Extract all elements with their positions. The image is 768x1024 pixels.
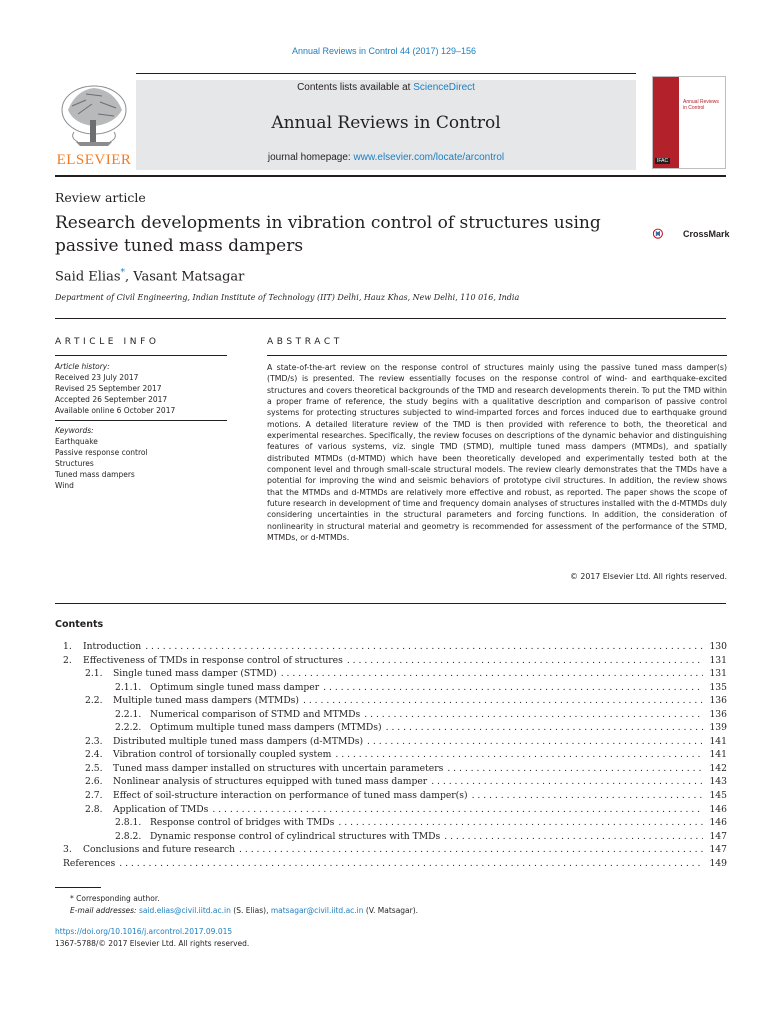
toc-entry-title[interactable]: Single tuned mass damper (STMD) xyxy=(113,668,277,680)
toc-entry-title[interactable]: Multiple tuned mass dampers (MTMDs) xyxy=(113,695,299,707)
footnote-mark: * xyxy=(70,894,74,903)
cover-badge: IFAC xyxy=(657,158,669,164)
corresponding-footnote xyxy=(55,893,418,905)
toc-entry-page[interactable]: 149 xyxy=(709,857,727,869)
contents-prefix: Contents lists available at xyxy=(297,82,414,93)
toc-entry-number: 2.2. xyxy=(85,695,103,707)
toc-leader-dots xyxy=(444,830,703,844)
toc-entry-page[interactable]: 147 xyxy=(709,830,727,842)
masthead-bottom-rule xyxy=(55,175,726,177)
crossmark-icon[interactable] xyxy=(653,220,681,248)
toc-entry[interactable] xyxy=(55,735,727,749)
toc-entry-title[interactable]: Distributed multiple tuned mass dampers (d-MTMDs) xyxy=(113,735,364,747)
abstract-copyright: © 2017 Elsevier Ltd. All rights reserved. xyxy=(570,572,727,581)
corresponding-author-mark[interactable]: * xyxy=(120,268,125,278)
email-link[interactable]: said.elias@civil.iitd.ac.in xyxy=(138,906,231,915)
doi-block xyxy=(55,926,249,950)
toc-entry-number: 1. xyxy=(63,641,72,652)
toc-entry-number: 2.4. xyxy=(85,749,103,761)
email-owner: (S. Elias), xyxy=(230,906,271,915)
toc-entry-page[interactable]: 139 xyxy=(709,722,727,734)
toc-entry[interactable] xyxy=(55,681,727,695)
toc-entry-number: 3. xyxy=(63,844,72,856)
keyword-item: Structures xyxy=(55,459,94,468)
toc-leader-dots xyxy=(145,640,703,654)
toc-entry[interactable] xyxy=(55,721,727,735)
toc-entry-page[interactable]: 131 xyxy=(709,668,727,680)
toc-entry-page[interactable]: 146 xyxy=(709,817,727,829)
toc-entry[interactable] xyxy=(55,667,727,681)
article-info-heading-rule xyxy=(55,355,227,356)
toc-entry-number: 2.3. xyxy=(85,735,103,747)
toc-entry-page[interactable]: 131 xyxy=(709,654,727,666)
toc-entry-number: 2. xyxy=(63,654,72,666)
toc-entry[interactable] xyxy=(55,843,727,857)
sciencedirect-link[interactable]: ScienceDirect xyxy=(413,82,475,93)
journal-citation[interactable]: Annual Reviews in Control 44 (2017) 129–156 xyxy=(291,46,477,56)
toc-entry-number: 2.8.2. xyxy=(115,830,142,842)
toc-entry-page[interactable]: 135 xyxy=(709,681,727,693)
toc-entry[interactable] xyxy=(55,816,727,830)
footnotes xyxy=(55,893,418,917)
toc-leader-dots xyxy=(239,843,703,857)
toc-leader-dots xyxy=(472,789,703,803)
toc-leader-dots xyxy=(367,735,703,749)
journal-name: Annual Reviews in Control xyxy=(271,113,501,133)
toc-leader-dots xyxy=(338,816,703,830)
toc-leader-dots xyxy=(347,654,703,668)
toc-entry-title[interactable]: References xyxy=(63,857,116,869)
history-item: Available online 6 October 2017 xyxy=(55,406,176,415)
cover-title: Annual Reviews in Control xyxy=(683,99,719,111)
toc-entry-title[interactable]: Introduction xyxy=(83,641,142,652)
article-info-heading: ARTICLE INFO xyxy=(55,337,160,347)
masthead-top-rule xyxy=(136,73,636,74)
corresponding-text: Corresponding author. xyxy=(76,894,160,903)
toc-entry-title[interactable]: Tuned mass damper installed on structures with uncertain parameters xyxy=(113,762,444,774)
toc-entry[interactable] xyxy=(55,640,727,654)
toc-entry-page[interactable]: 136 xyxy=(709,695,727,707)
contents-availability xyxy=(136,82,636,93)
toc-entry-number xyxy=(55,857,63,871)
toc-entry-number: 2.1. xyxy=(85,668,103,680)
toc-entry-title[interactable]: Numerical comparison of STMD and MTMDs xyxy=(150,708,361,720)
cover-spine xyxy=(653,77,679,168)
abstract-heading-rule xyxy=(267,355,727,356)
toc-entry-number: 2.8. xyxy=(85,803,103,815)
toc-leader-dots xyxy=(323,681,703,695)
homepage-prefix: journal homepage: xyxy=(267,152,354,163)
author-list xyxy=(55,268,244,284)
toc-entry-title[interactable]: Effect of soil-structure interaction on performance of tuned mass damper(s) xyxy=(113,790,468,802)
email-label: E-mail addresses: xyxy=(70,906,137,915)
toc-entry-number: 2.2.1. xyxy=(115,708,142,720)
toc-entry[interactable] xyxy=(55,857,727,871)
toc-leader-dots xyxy=(212,803,703,817)
toc-entry-title[interactable]: Optimum multiple tuned mass dampers (MTMDs) xyxy=(150,722,382,734)
toc-entry-number: 2.6. xyxy=(85,776,103,788)
toc-entry-title[interactable]: Conclusions and future research xyxy=(83,844,236,856)
history-item: Received 23 July 2017 xyxy=(55,373,139,382)
toc-entry-page[interactable]: 142 xyxy=(709,762,727,774)
abstract-text: A state-of-the-art review on the response control of structures mainly using the passive tuned mass damper(s) (TMD/s) is presented. The review essentially focuses on the response control of wind- and earthquake-excited structures and covers theoretical backgrounds of the TMD and research developments therein. To put the TMD within a proper frame of reference, the study begins with a qualitative description and comparison of passive control systems for protecting structures subjected to wind-imparted forces and forces induced due to earthquake ground motions. A detailed literature review of the TMD is then provided with reference to both, the theoretical and experimental researches. Specifically, the review focuses on descriptions of the dynamic behavior and distinguishing features of various systems, viz. single TMD (STMD), multiple tuned mass dampers (MTMDs), and spatially distributed MTMDs (d-MTMD) which have been theoretically developed and experimentally tested both at the component level and through small-scale structural models. The review clearly demonstrates that the TMDs have a potential for improving the wind and seismic behaviors of prototype civil structures. In addition, the review shows that the MTMDs and d-MTMDs are relatively more effective and robust, as reported. The paper shows the scope of future research in development of time and frequency domain analyses of structures installed with the d-MTMDs duly considering uncertainties in the structural parameters and forcing functions. In addition, the consideration of nonlinearity in structural material and geometry is recommended for assessment of the performance of the STMD, MTMDs, or d-MTMDs. xyxy=(267,363,727,543)
toc-entry-number: 2.1.1. xyxy=(115,681,142,693)
toc-leader-dots xyxy=(119,857,703,871)
author-name: Said Elias xyxy=(55,269,121,285)
toc-entry[interactable] xyxy=(55,654,727,668)
toc-entry-number: 2.7. xyxy=(85,790,103,802)
email-footnote xyxy=(55,905,418,917)
toc-entry-number: 2.5. xyxy=(85,762,103,774)
history-item: Accepted 26 September 2017 xyxy=(55,395,168,404)
toc-entry-title[interactable]: Dynamic response control of cylindrical structures with TMDs xyxy=(150,830,441,842)
toc-entry[interactable] xyxy=(55,708,727,722)
toc-entry-number: 2.8.1. xyxy=(115,817,142,829)
toc-entry-title[interactable]: Application of TMDs xyxy=(113,803,209,815)
toc-entry[interactable] xyxy=(55,748,727,762)
toc-entry-page[interactable]: 130 xyxy=(709,641,727,652)
article-history xyxy=(55,361,227,416)
journal-homepage xyxy=(136,152,636,163)
crossmark-label[interactable]: CrossMark xyxy=(683,229,730,239)
toc-entry[interactable] xyxy=(55,694,727,708)
publisher-name: ELSEVIER xyxy=(56,152,132,168)
toc-leader-dots xyxy=(281,667,703,681)
toc-entry-page[interactable]: 141 xyxy=(709,735,727,747)
journal-cover[interactable] xyxy=(652,76,726,169)
toc-entry[interactable] xyxy=(55,789,727,803)
toc-entry-page[interactable]: 141 xyxy=(709,749,727,761)
toc-entry[interactable] xyxy=(55,803,727,817)
article-type: Review article xyxy=(55,190,146,205)
history-label: Article history: xyxy=(55,362,110,371)
toc-leader-dots xyxy=(447,762,703,776)
contents-divider xyxy=(55,603,726,604)
toc-leader-dots xyxy=(431,775,703,789)
keyword-item: Wind xyxy=(55,481,74,490)
toc-leader-dots xyxy=(386,721,703,735)
toc-entry-page[interactable]: 146 xyxy=(709,803,727,815)
author-separator: , xyxy=(125,269,134,285)
toc-entry-page[interactable]: 136 xyxy=(709,708,727,720)
toc-entry-page[interactable]: 145 xyxy=(709,790,727,802)
keywords-list xyxy=(55,425,227,491)
toc-leader-dots xyxy=(364,708,703,722)
toc-entry-title[interactable]: Nonlinear analysis of structures equipped with tuned mass damper xyxy=(113,776,428,788)
toc-entry-page[interactable]: 147 xyxy=(709,844,727,856)
toc-leader-dots xyxy=(335,748,703,762)
keywords-label: Keywords: xyxy=(55,426,94,435)
email-link[interactable]: matsagar@civil.iitd.ac.in xyxy=(270,906,364,915)
header-divider xyxy=(55,318,726,319)
toc-leader-dots xyxy=(303,694,703,708)
toc-entry-title[interactable]: Effectiveness of TMDs in response control of structures xyxy=(83,654,343,666)
keyword-item: Earthquake xyxy=(55,437,98,446)
contents-heading: Contents xyxy=(55,619,104,630)
abstract-heading: ABSTRACT xyxy=(267,337,343,347)
email-owner: (V. Matsagar). xyxy=(363,906,419,915)
toc-entry-page[interactable]: 143 xyxy=(709,776,727,788)
table-of-contents xyxy=(55,640,727,870)
toc-entry-title[interactable]: Response control of bridges with TMDs xyxy=(150,817,335,829)
homepage-link[interactable]: www.elsevier.com/locate/arcontrol xyxy=(353,152,505,163)
toc-entry[interactable] xyxy=(55,762,727,776)
keyword-item: Tuned mass dampers xyxy=(55,470,135,479)
doi-link[interactable]: https://doi.org/10.1016/j.arcontrol.2017.09.015 xyxy=(55,927,233,936)
toc-entry-title[interactable]: Optimum single tuned mass damper xyxy=(150,681,320,693)
keywords-divider xyxy=(55,420,227,421)
toc-entry[interactable] xyxy=(55,830,727,844)
footnote-rule xyxy=(55,887,101,888)
toc-entry-number: 2.2.2. xyxy=(115,722,142,734)
author-affiliation: Department of Civil Engineering, Indian Institute of Technology (IIT) Delhi, Hauz Khas, New Delhi, 110 016, India xyxy=(55,293,520,302)
toc-entry[interactable] xyxy=(55,775,727,789)
toc-entry-title[interactable]: Vibration control of torsionally coupled system xyxy=(113,749,332,761)
history-item: Revised 25 September 2017 xyxy=(55,384,162,393)
issn-line: 1367-5788/© 2017 Elsevier Ltd. All rights reserved. xyxy=(55,939,250,948)
author-name: Vasant Matsagar xyxy=(133,269,245,285)
keyword-item: Passive response control xyxy=(55,448,148,457)
article-title: Research developments in vibration control of structures using passive tuned mass dampers xyxy=(55,213,601,256)
